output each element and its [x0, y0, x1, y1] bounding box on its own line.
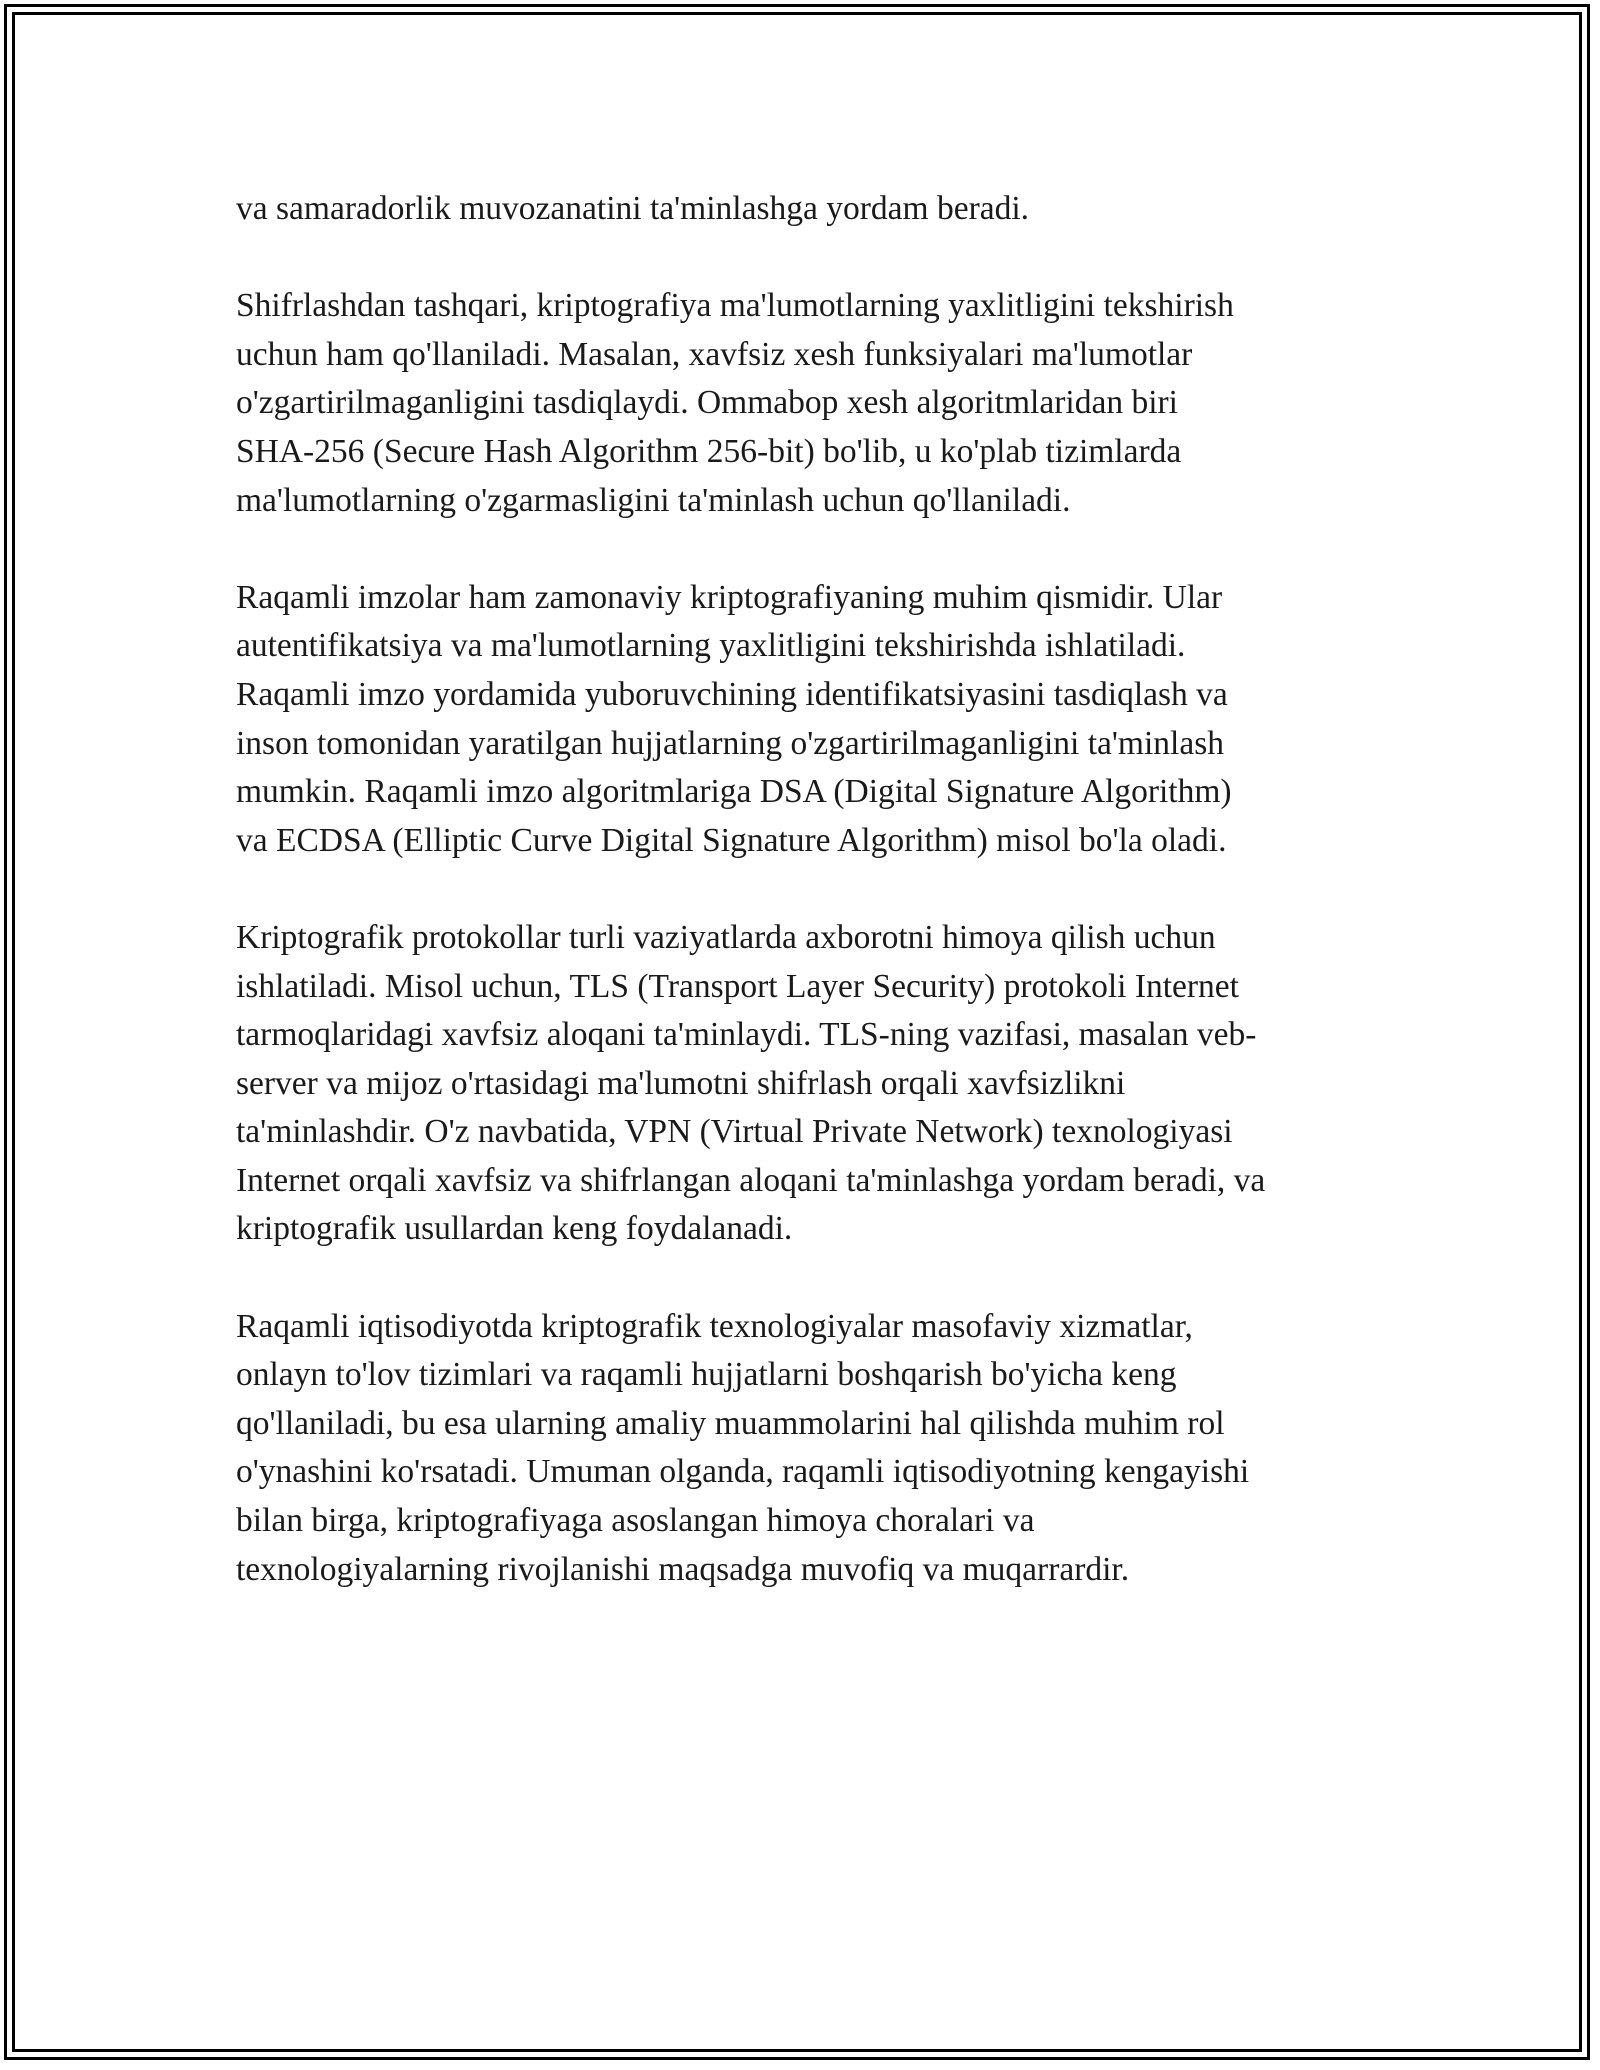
text-line: ta'minlashdir. O'z navbatida, VPN (Virtual Private Network) texnologiyasi — [236, 1113, 1233, 1151]
text-line: server va mijoz o'rtasidagi ma'lumotni shifrlash orqali xavfsizlikni — [236, 1064, 1126, 1102]
paragraph-3 — [236, 574, 1376, 866]
text-line: o'ynashini ko'rsatadi. Umuman olganda, raqamli iqtisodiyotning kengayishi — [236, 1453, 1250, 1491]
text-line: mumkin. Raqamli imzo algoritmlariga DSA (Digital Signature Algorithm) — [236, 773, 1232, 811]
paragraph-2 — [236, 282, 1376, 525]
paragraph-5 — [236, 1303, 1376, 1595]
text-line: ma'lumotlarning o'zgarmasligini ta'minlash uchun qo'llaniladi. — [236, 481, 1071, 519]
text-line: ishlatiladi. Misol uchun, TLS (Transport Layer Security) protokoli Internet — [236, 967, 1239, 1005]
paragraph-1 — [236, 185, 1376, 234]
text-line: qo'llaniladi, bu esa ularning amaliy muammolarini hal qilishda muhim rol — [236, 1404, 1225, 1442]
text-line: Internet orqali xavfsiz va shifrlangan aloqani ta'minlashga yordam beradi, va — [236, 1161, 1266, 1199]
text-line: bilan birga, kriptografiyaga asoslangan himoya choralari va — [236, 1502, 1035, 1540]
text-line: onlayn to'lov tizimlari va raqamli hujjatlarni boshqarish bo'yicha keng — [236, 1356, 1177, 1394]
text-line: Shifrlashdan tashqari, kriptografiya ma'lumotlarning yaxlitligini tekshirish — [236, 287, 1234, 325]
text-line: kriptografik usullardan keng foydalanadi. — [236, 1210, 793, 1248]
document-body — [236, 185, 1376, 1643]
text-line: Kriptografik protokollar turli vaziyatlarda axborotni himoya qilish uchun — [236, 918, 1216, 956]
text-line: uchun ham qo'llaniladi. Masalan, xavfsiz xesh funksiyalari ma'lumotlar — [236, 335, 1193, 373]
text-line: inson tomonidan yaratilgan hujjatlarning o'zgartirilmaganligini ta'minlash — [236, 724, 1225, 762]
text-line: Raqamli iqtisodiyotda kriptografik texnologiyalar masofaviy xizmatlar, — [236, 1307, 1193, 1345]
text-line: va ECDSA (Elliptic Curve Digital Signature Algorithm) misol bo'la oladi. — [236, 821, 1227, 859]
text-line: o'zgartirilmaganligini tasdiqlaydi. Ommabop xesh algoritmlaridan biri — [236, 384, 1178, 422]
paragraph-4 — [236, 914, 1376, 1254]
text-line: texnologiyalarning rivojlanishi maqsadga muvofiq va muqarrardir. — [236, 1550, 1130, 1588]
text-line: autentifikatsiya va ma'lumotlarning yaxlitligini tekshirishda ishlatiladi. — [236, 627, 1186, 665]
text-line: SHA-256 (Secure Hash Algorithm 256-bit) bo'lib, u ko'plab tizimlarda — [236, 432, 1182, 470]
text-line: va samaradorlik muvozanatini ta'minlashga yordam beradi. — [236, 190, 1030, 227]
text-line: tarmoqlaridagi xavfsiz aloqani ta'minlaydi. TLS-ning vazifasi, masalan veb- — [236, 1016, 1257, 1054]
text-line: Raqamli imzo yordamida yuboruvchining identifikatsiyasini tasdiqlash va — [236, 675, 1228, 713]
text-line: Raqamli imzolar ham zamonaviy kriptografiyaning muhim qismidir. Ular — [236, 578, 1223, 616]
